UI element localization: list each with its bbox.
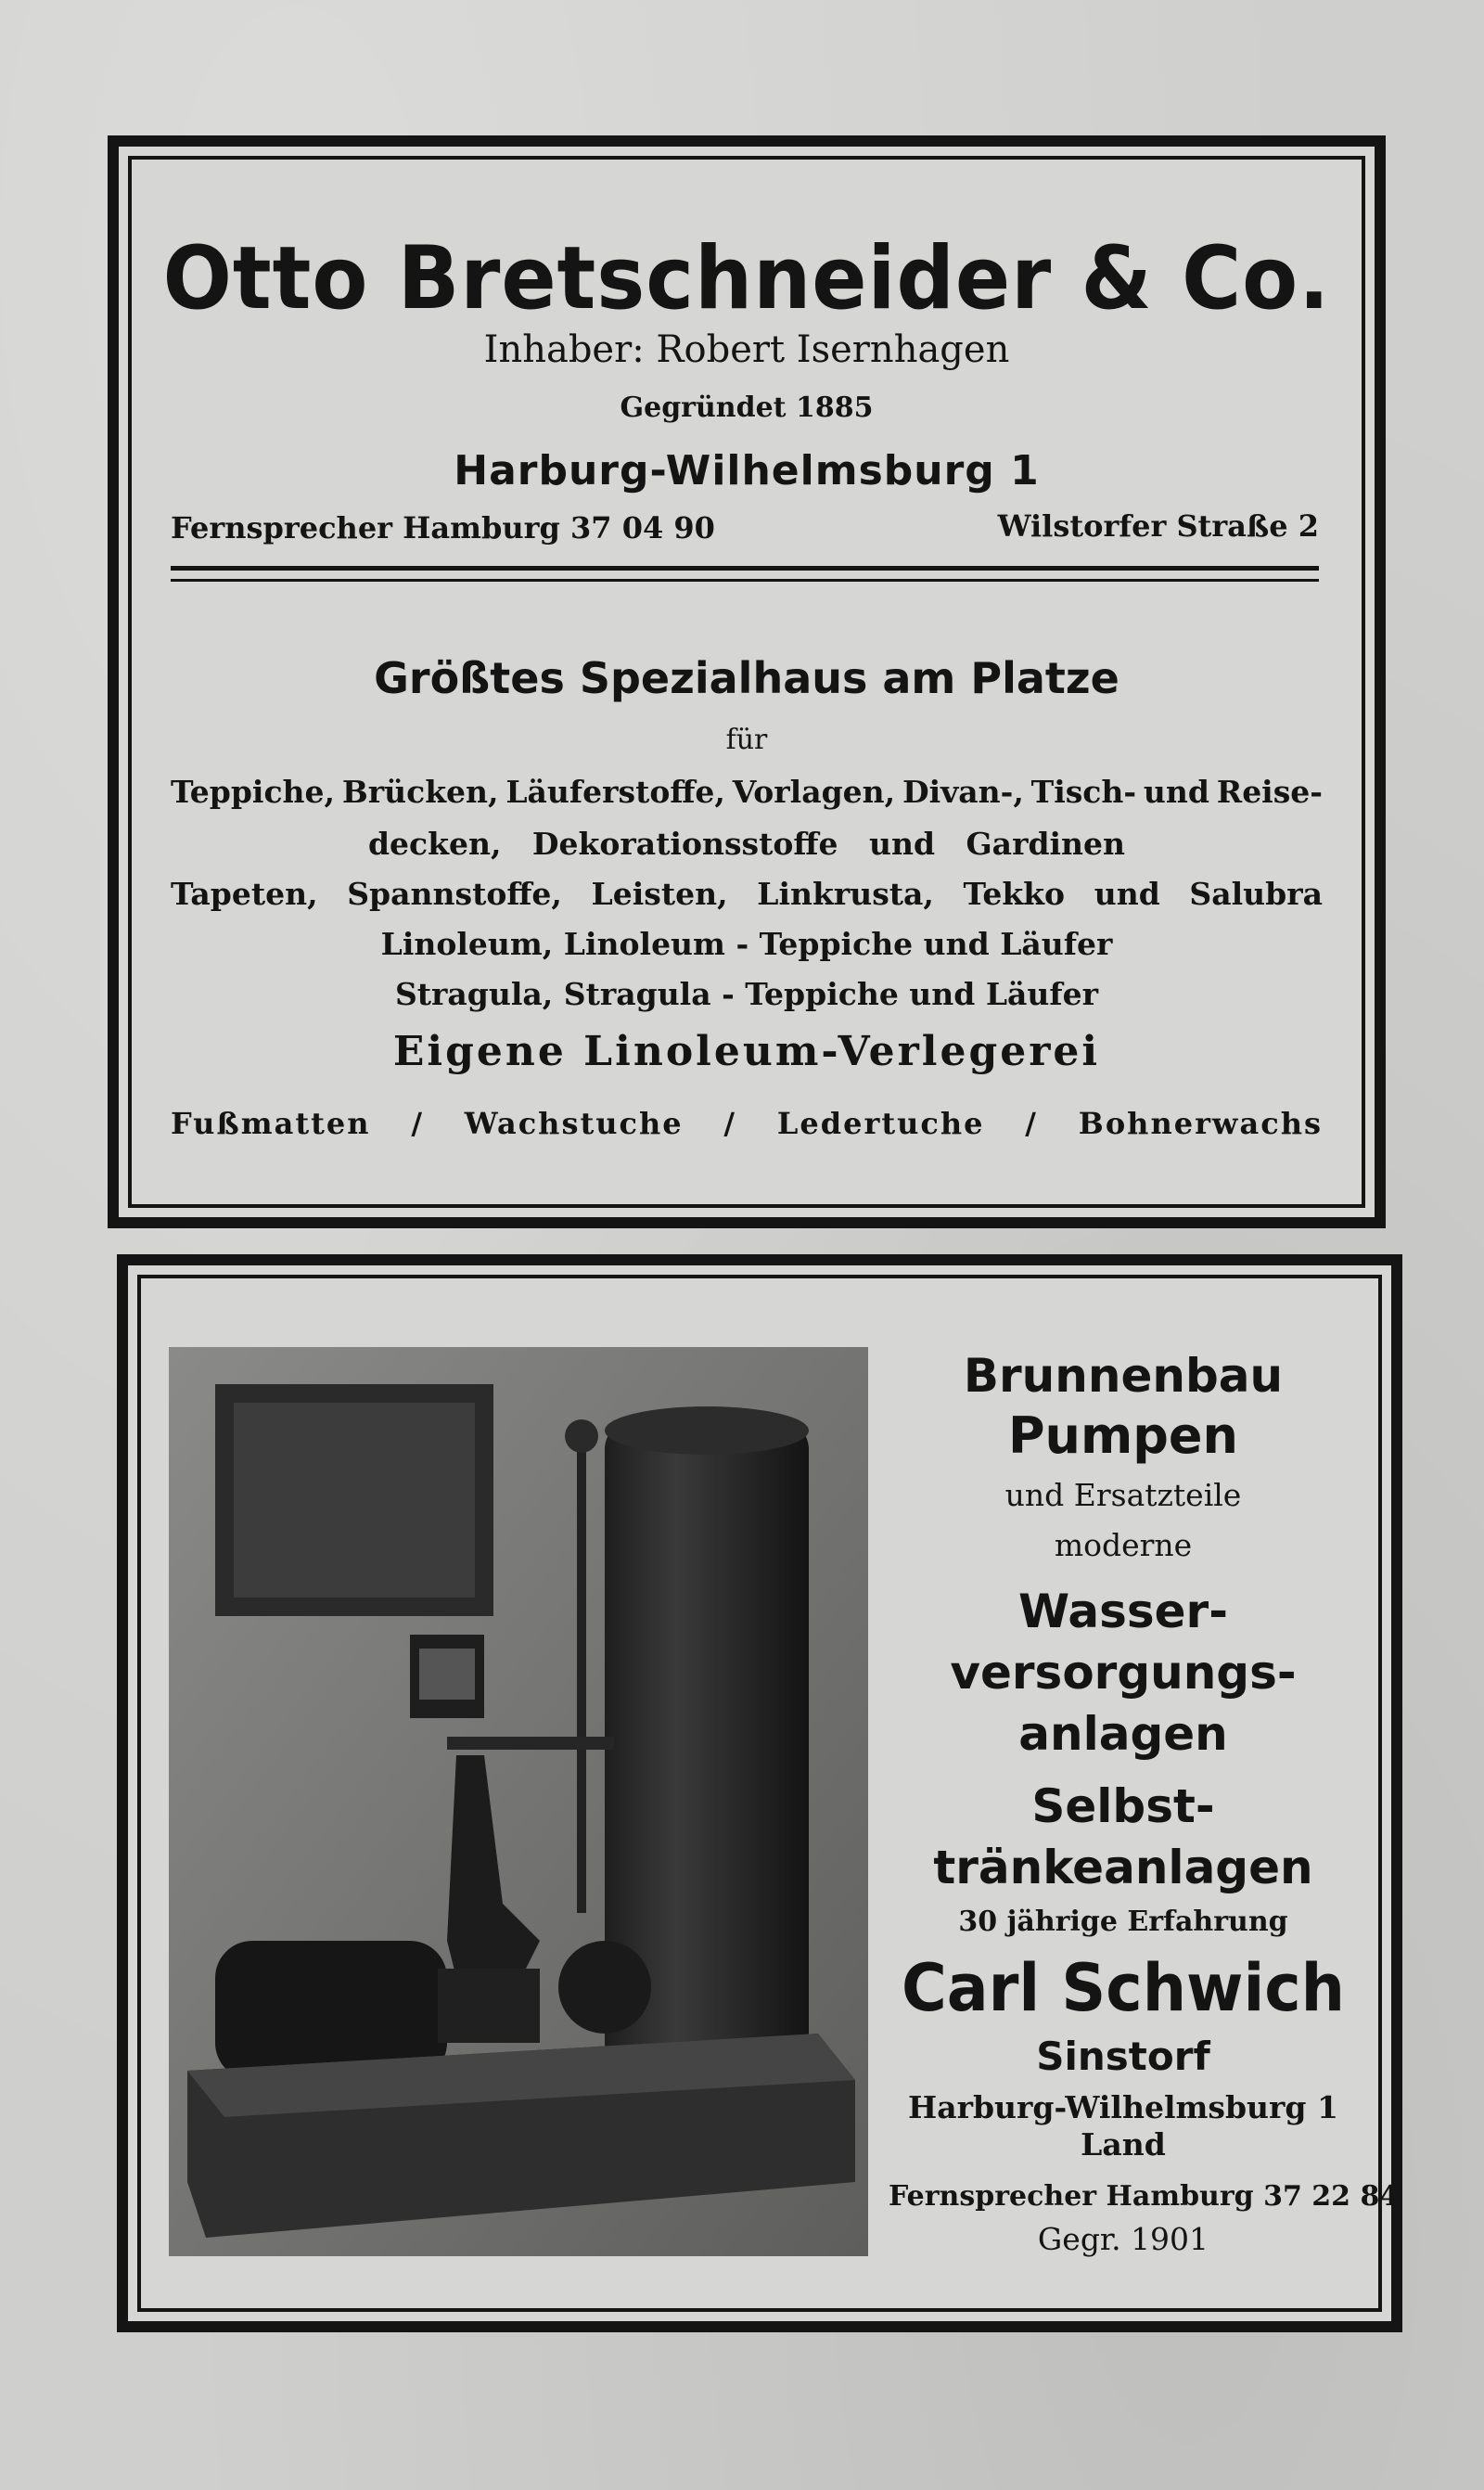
street-line: Wilstorfer Straße 2 <box>997 508 1319 544</box>
company-name: Carl Schwich <box>901 1950 1346 2026</box>
pumpen-line: Pumpen <box>1007 1406 1238 1465</box>
city-line: Harburg-Wilhelmsburg 1 <box>454 447 1040 494</box>
bottom-item: Bohnerwachs <box>1078 1106 1323 1141</box>
product-word: Leisten, <box>591 876 728 912</box>
founded-line: Gegr. 1901 <box>1037 2221 1209 2257</box>
bottom-items <box>171 1106 1323 1141</box>
location-line: Sinstorf <box>1036 2034 1210 2079</box>
product-word: Tekko <box>963 876 1066 912</box>
product-word: Spannstoffe, <box>347 876 562 912</box>
product-word: Tisch- <box>1030 774 1137 810</box>
product-word: Läuferstoffe, <box>505 774 725 810</box>
separator: / <box>1025 1106 1038 1141</box>
product-word: Linkrusta, <box>757 876 934 912</box>
owner-line: Inhaber: Robert Isernhagen <box>483 328 1010 371</box>
ersatzteile-line: und Ersatzteile <box>1004 1477 1242 1513</box>
bottom-item: Wachstuche <box>464 1106 684 1141</box>
phone-line: Fernsprecher Hamburg 37 22 84 <box>889 2180 1400 2213</box>
products-line-4: Linoleum, Linoleum - Teppiche und Läufer <box>380 926 1113 962</box>
pump-photo <box>169 1347 868 2256</box>
product-word: Tapeten, <box>171 876 318 912</box>
advertisement-bretschneider <box>108 135 1386 1228</box>
phone-line: Fernsprecher Hamburg 37 04 90 <box>171 510 715 545</box>
product-word: Brücken, <box>341 774 499 810</box>
separator: / <box>723 1106 737 1141</box>
pump-illustration <box>169 1347 868 2256</box>
erfahrung-line: 30 jährige Erfahrung <box>958 1906 1288 1938</box>
products-line-5: Stragula, Stragula - Teppiche und Läufer <box>394 976 1099 1012</box>
product-word: und <box>1143 774 1209 810</box>
text-column <box>889 1265 1400 2321</box>
founded-line: Gegründet 1885 <box>620 391 874 424</box>
slogan: Größtes Spezialhaus am Platze <box>374 653 1119 703</box>
address-line: Harburg-Wilhelmsburg 1 Land <box>908 2089 1338 2163</box>
product-word: Vorlagen, <box>732 774 896 810</box>
bottom-item: Fußmatten <box>171 1106 371 1141</box>
fuer-line: für <box>725 724 768 756</box>
products-line-1 <box>171 774 1323 810</box>
product-word: Teppiche, <box>171 774 336 810</box>
wasserversorgung-line: Wasser-versorgungs-anlagen <box>950 1585 1297 1761</box>
product-word: Reise- <box>1216 774 1323 810</box>
bottom-item: Ledertuche <box>776 1106 985 1141</box>
product-word: Salubra <box>1189 876 1323 912</box>
separator: / <box>411 1106 424 1141</box>
moderne-line: moderne <box>1054 1527 1193 1563</box>
company-title: Otto Bretschneider & Co. <box>162 228 1331 329</box>
advertisement-schwich <box>117 1254 1402 2332</box>
divider-rule <box>171 566 1319 571</box>
product-word: Divan-, <box>902 774 1024 810</box>
linoleum-line: Eigene Linoleum-Verlegerei <box>392 1028 1101 1075</box>
divider-rule-thin <box>171 579 1319 582</box>
product-word: und <box>1094 876 1160 912</box>
brunnenbau-line: Brunnenbau <box>963 1349 1284 1403</box>
products-line-3 <box>171 876 1323 912</box>
selbsttraenke-line: Selbst-tränkeanlagen <box>933 1779 1313 1894</box>
products-line-2: decken, Dekorationsstoffe und Gardinen <box>367 826 1126 862</box>
